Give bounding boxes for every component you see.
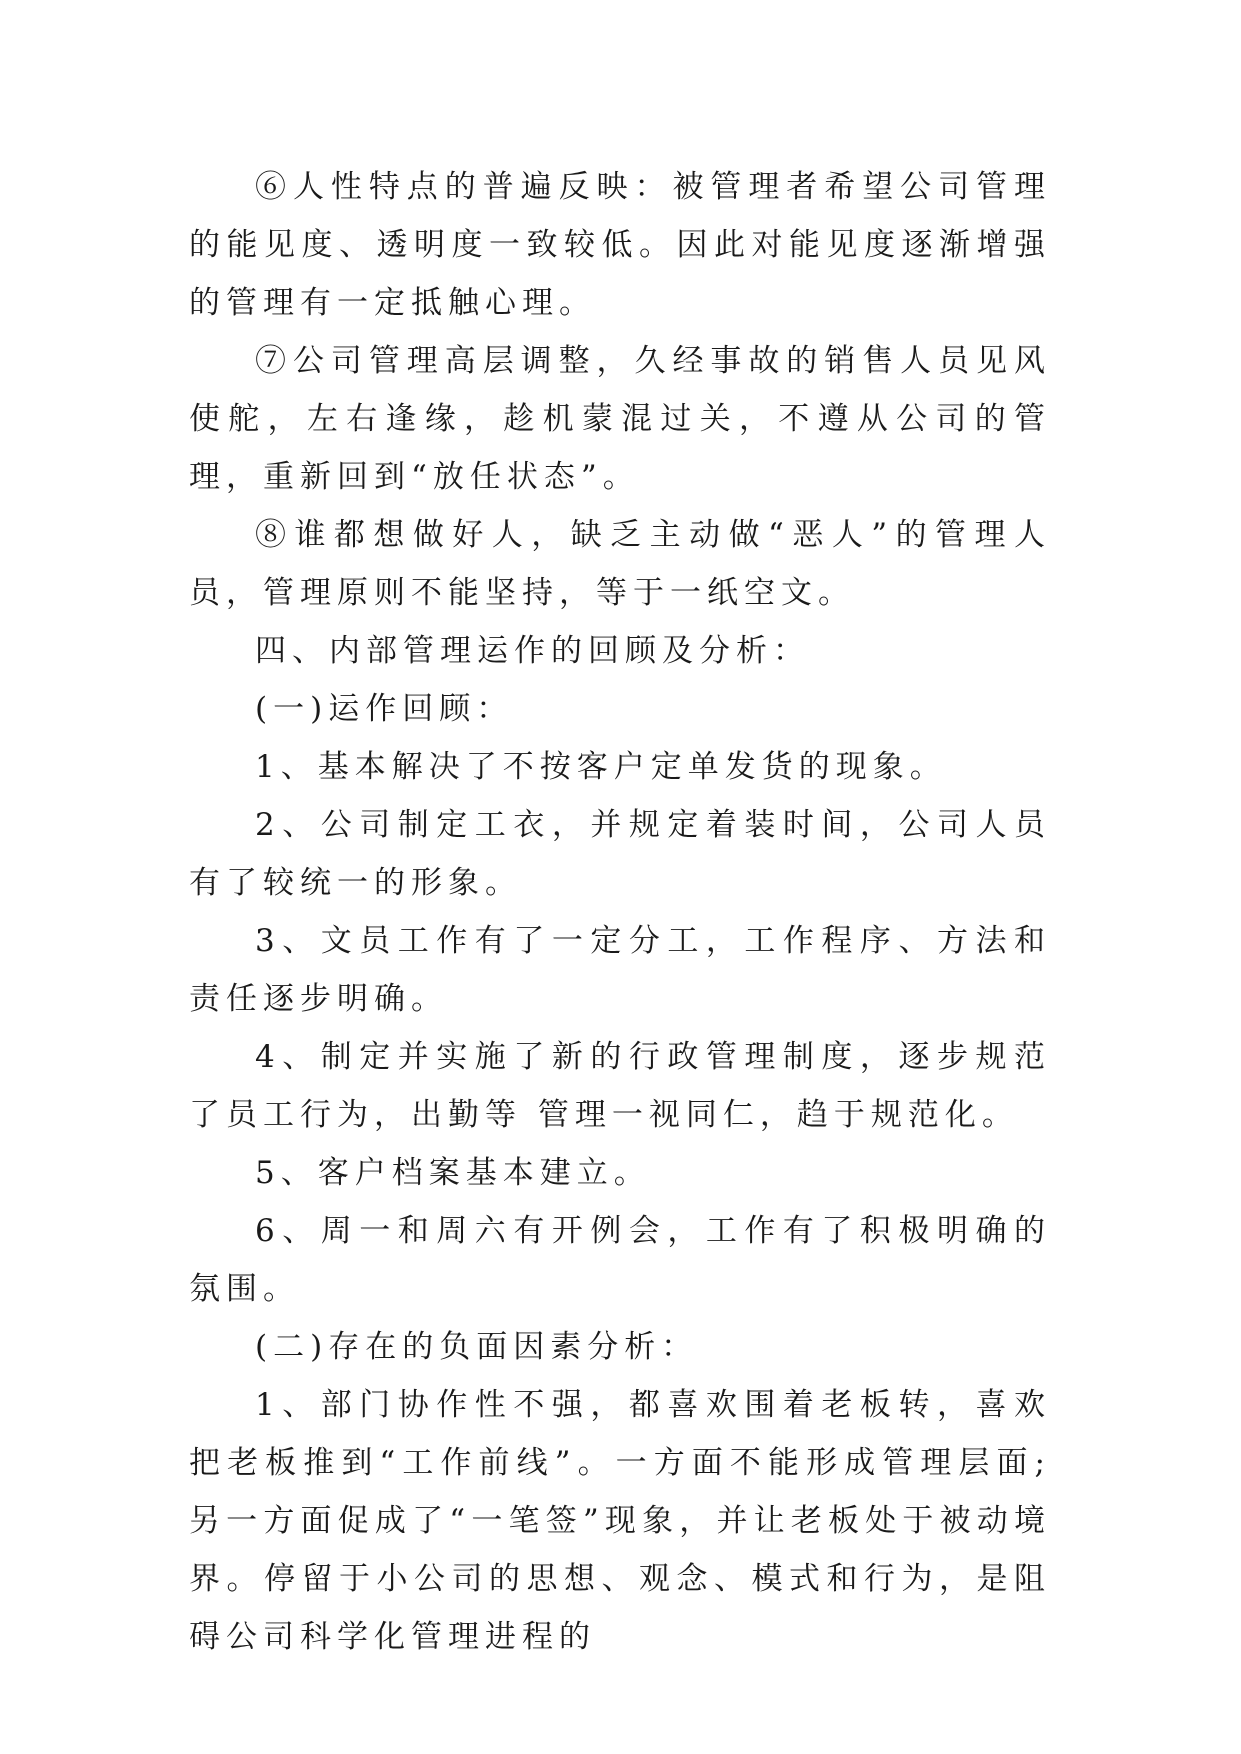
paragraph-8-good-person: ⑧谁都想做好人，缺乏主动做“恶人”的管理人员，管理原则不能坚持，等于一纸空文。 [189, 517, 1051, 611]
paragraph-6-human-nature: ⑥人性特点的普遍反映：被管理者希望公司管理的能见度、透明度一致较低。因此对能见度逐渐增强的管理有一定抵触心理。 [189, 169, 1051, 321]
subheading-negative-factors: (二)存在的负面因素分析： [255, 1329, 699, 1365]
review-item-2: 2、公司制定工衣，并规定着装时间，公司人员有了较统一的形象。 [189, 807, 1051, 901]
negative-item-1: 1、部门协作性不强，都喜欢围着老板转，喜欢把老板推到“工作前线”。一方面不能形成管理层面;另一方面促成了“一笔签”现象，并让老板处于被动境界。停留于小公司的思想、观念、模式和行为，是阻碍公司科学化管理进程的 [189, 1387, 1051, 1655]
section-heading-internal-management: 四、内部管理运作的回顾及分析： [255, 633, 810, 669]
review-item-5: 5、客户档案基本建立。 [255, 1155, 651, 1191]
review-item-6: 6、周一和周六有开例会，工作有了积极明确的氛围。 [189, 1213, 1051, 1307]
subheading-operation-review: (一)运作回顾： [255, 691, 514, 727]
document-body [189, 158, 1051, 1666]
review-item-1: 1、基本解决了不按客户定单发货的现象。 [255, 749, 947, 785]
review-item-4: 4、制定并实施了新的行政管理制度，逐步规范了员工行为，出勤等 管理一视同仁，趋于规范化。 [189, 1039, 1051, 1133]
paragraph-7-management-adjustment: ⑦公司管理高层调整，久经事故的销售人员见风使舵，左右逢缘，趁机蒙混过关，不遵从公司的管理，重新回到“放任状态”。 [189, 343, 1051, 495]
review-item-3: 3、文员工作有了一定分工，工作程序、方法和责任逐步明确。 [189, 923, 1051, 1017]
